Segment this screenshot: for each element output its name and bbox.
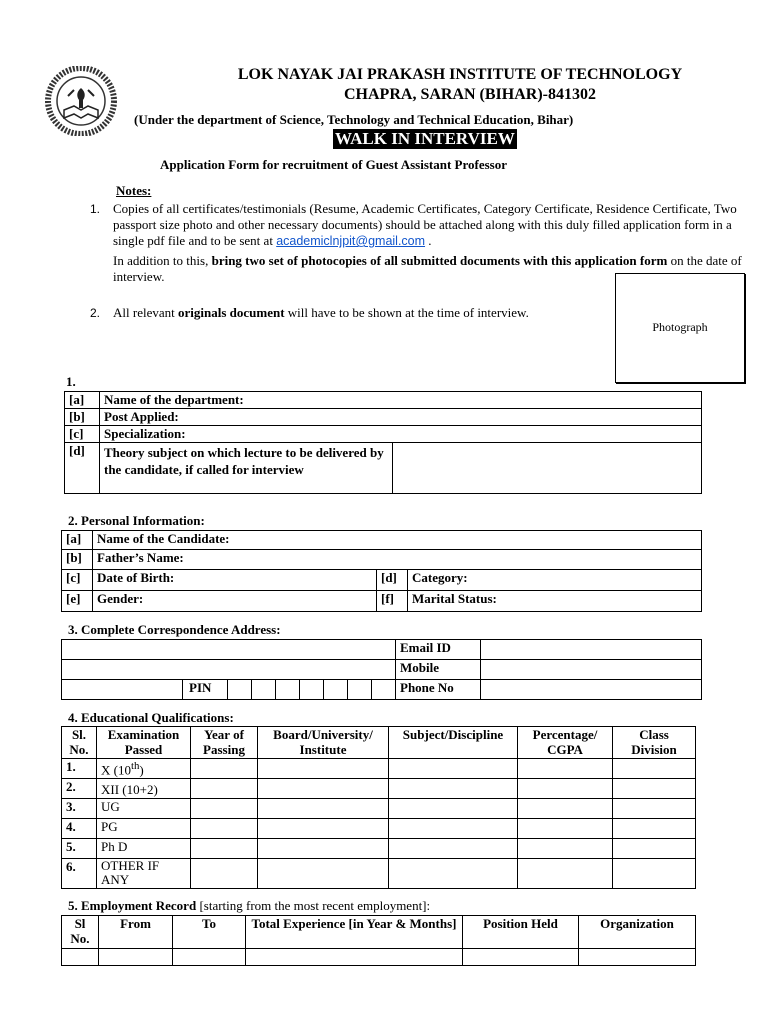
year-cell[interactable] xyxy=(191,759,258,779)
subject-cell[interactable] xyxy=(389,759,518,779)
board-cell[interactable] xyxy=(258,839,389,859)
exam-name xyxy=(97,759,191,779)
header-total-experience: Total Experience [in Year & Months] xyxy=(246,916,463,949)
note-2 xyxy=(113,305,529,321)
class-cell[interactable] xyxy=(613,759,696,779)
percentage-cell[interactable] xyxy=(518,819,613,839)
percentage-cell[interactable] xyxy=(518,839,613,859)
class-cell[interactable] xyxy=(613,779,696,799)
row-d-id: [d] xyxy=(65,443,100,494)
header-sl-no: Sl. No. xyxy=(62,727,97,759)
board-cell[interactable] xyxy=(258,859,389,889)
row-number: 4. xyxy=(62,819,97,839)
exam-name: Ph D xyxy=(97,839,191,859)
section-1-number: 1. xyxy=(66,374,76,389)
year-cell[interactable] xyxy=(191,859,258,889)
header-organization: Organization xyxy=(579,916,696,949)
department-field[interactable]: Name of the department: xyxy=(100,392,702,409)
row-number: 3. xyxy=(62,799,97,819)
note-1-addition-pre: In addition to this, xyxy=(113,253,212,268)
class-cell[interactable] xyxy=(613,799,696,819)
note-1-number: 1. xyxy=(90,202,101,216)
theory-subject-field[interactable] xyxy=(393,443,702,494)
address-line-3[interactable] xyxy=(62,680,183,700)
education-table xyxy=(61,726,696,889)
note-2-bold: originals document xyxy=(177,305,285,320)
year-cell[interactable] xyxy=(191,819,258,839)
organization-cell[interactable] xyxy=(579,949,696,966)
exam-sup: th xyxy=(130,760,140,772)
address-line-1[interactable] xyxy=(62,640,396,660)
subject-cell[interactable] xyxy=(389,799,518,819)
personal-info-table xyxy=(61,530,702,612)
row-d-id: [d] xyxy=(377,570,408,591)
note-2-number: 2. xyxy=(90,306,101,320)
header-to: To xyxy=(173,916,246,949)
employment-table xyxy=(61,915,696,966)
mobile-field[interactable] xyxy=(481,660,702,680)
section-1-table xyxy=(64,391,702,494)
section-3-title: 3. Complete Correspondence Address: xyxy=(68,622,281,637)
header-class: Class Division xyxy=(613,727,696,759)
row-number: 6. xyxy=(62,859,97,889)
department-subtitle: (Under the department of Science, Technology and Technical Education, Bihar) xyxy=(134,112,574,127)
address-line-2[interactable] xyxy=(62,660,396,680)
class-cell[interactable] xyxy=(613,839,696,859)
pin-digit-box[interactable] xyxy=(252,680,276,700)
row-a-id: [a] xyxy=(65,392,100,409)
note-1-addition-bold: bring two set of photocopies of all submitted documents with this application form xyxy=(211,253,668,268)
phone-field[interactable] xyxy=(481,680,702,700)
form-title: Application Form for recruitment of Guest Assistant Professor xyxy=(160,157,507,172)
percentage-cell[interactable] xyxy=(518,799,613,819)
pin-digit-box[interactable] xyxy=(324,680,348,700)
header-percentage: Percentage/ CGPA xyxy=(518,727,613,759)
row-number: 2. xyxy=(62,779,97,799)
specialization-field[interactable]: Specialization: xyxy=(100,426,702,443)
exam-name: UG xyxy=(97,799,191,819)
year-cell[interactable] xyxy=(191,779,258,799)
row-c-id: [c] xyxy=(65,426,100,443)
subject-cell[interactable] xyxy=(389,859,518,889)
row-c-id: [c] xyxy=(62,570,93,591)
board-cell[interactable] xyxy=(258,759,389,779)
percentage-cell[interactable] xyxy=(518,759,613,779)
year-cell[interactable] xyxy=(191,799,258,819)
row-number: 5. xyxy=(62,839,97,859)
header-position: Position Held xyxy=(463,916,579,949)
exam-name: PG xyxy=(97,819,191,839)
row-e-id: [e] xyxy=(62,591,93,612)
email-field[interactable] xyxy=(481,640,702,660)
exam-text: X (10 xyxy=(101,762,131,778)
row-b-id: [b] xyxy=(65,409,100,426)
header-from: From xyxy=(99,916,173,949)
email-link[interactable]: academiclnjpit@gmail.com xyxy=(276,234,426,248)
row-b-id: [b] xyxy=(62,550,93,570)
institute-name: LOK NAYAK JAI PRAKASH INSTITUTE OF TECHNOLOGY xyxy=(237,66,683,83)
pin-label: PIN xyxy=(183,680,228,700)
subject-cell[interactable] xyxy=(389,839,518,859)
note-1 xyxy=(113,201,758,249)
category-field[interactable]: Category: xyxy=(408,570,702,591)
section-4-title: 4. Educational Qualifications: xyxy=(68,710,234,725)
class-cell[interactable] xyxy=(613,819,696,839)
gender-field[interactable]: Gender: xyxy=(93,591,377,612)
note-1-text: Copies of all certificates/testimonials (Resume, Academic Certificates, Category Certificate, Residence Certificate, Two passport size photo and other necessary documents) should be attached along with this duly filled application form in a single pdf file and to be sent at xyxy=(113,201,737,248)
photograph-box[interactable] xyxy=(615,273,745,383)
sl-cell[interactable] xyxy=(62,949,99,966)
exam-name: XII (10+2) xyxy=(97,779,191,799)
experience-cell[interactable] xyxy=(246,949,463,966)
note-1-addition-post: on the date of interview. xyxy=(113,253,742,284)
post-applied-field[interactable]: Post Applied: xyxy=(100,409,702,426)
section-5-title-bold: 5. Employment Record xyxy=(68,898,197,913)
board-cell[interactable] xyxy=(258,819,389,839)
mobile-label: Mobile xyxy=(396,660,481,680)
header-board: Board/University/ Institute xyxy=(258,727,389,759)
dob-field[interactable]: Date of Birth: xyxy=(93,570,377,591)
header-subject: Subject/Discipline xyxy=(389,727,518,759)
header-examination: Examination Passed xyxy=(97,727,191,759)
walk-in-banner: WALK IN INTERVIEW xyxy=(335,129,515,148)
header-year: Year of Passing xyxy=(191,727,258,759)
father-name-field[interactable]: Father’s Name: xyxy=(93,550,702,570)
section-5-title-rest: [starting from the most recent employment]: xyxy=(196,898,431,913)
header-sl-no: Sl No. xyxy=(62,916,99,949)
to-cell[interactable] xyxy=(173,949,246,966)
note-2-post: will have to be shown at the time of interview. xyxy=(284,305,529,320)
row-f-id: [f] xyxy=(377,591,408,612)
position-cell[interactable] xyxy=(463,949,579,966)
row-number: 1. xyxy=(62,759,97,779)
board-cell[interactable] xyxy=(258,779,389,799)
percentage-cell[interactable] xyxy=(518,859,613,889)
year-cell[interactable] xyxy=(191,839,258,859)
note-2-pre: All relevant xyxy=(113,305,178,320)
from-cell[interactable] xyxy=(99,949,173,966)
pin-digit-box[interactable] xyxy=(348,680,372,700)
subject-cell[interactable] xyxy=(389,819,518,839)
class-cell[interactable] xyxy=(613,859,696,889)
row-a-id: [a] xyxy=(62,531,93,550)
section-2-title: 2. Personal Information: xyxy=(68,513,205,528)
theory-subject-label: Theory subject on which lecture to be delivered by the candidate, if called for interview xyxy=(100,443,393,494)
note-1-end: . xyxy=(425,233,432,248)
board-cell[interactable] xyxy=(258,799,389,819)
percentage-cell[interactable] xyxy=(518,779,613,799)
pin-digit-box[interactable] xyxy=(276,680,300,700)
email-label: Email ID xyxy=(396,640,481,660)
pin-digit-box[interactable] xyxy=(300,680,324,700)
subject-cell[interactable] xyxy=(389,779,518,799)
section-5-title xyxy=(68,898,430,914)
institute-logo xyxy=(38,66,124,136)
photograph-label: Photograph xyxy=(652,320,708,334)
institute-location: CHAPRA, SARAN (BIHAR)-841302 xyxy=(344,86,596,103)
marital-status-field[interactable]: Marital Status: xyxy=(408,591,702,612)
address-table xyxy=(61,639,702,700)
pin-digit-box[interactable] xyxy=(228,680,252,700)
pin-digit-box[interactable] xyxy=(372,680,396,700)
candidate-name-field[interactable]: Name of the Candidate: xyxy=(93,531,702,550)
exam-name: OTHER IF ANY xyxy=(97,859,191,889)
phone-label: Phone No xyxy=(396,680,481,700)
notes-heading: Notes: xyxy=(116,183,152,198)
exam-end: ) xyxy=(139,762,144,778)
